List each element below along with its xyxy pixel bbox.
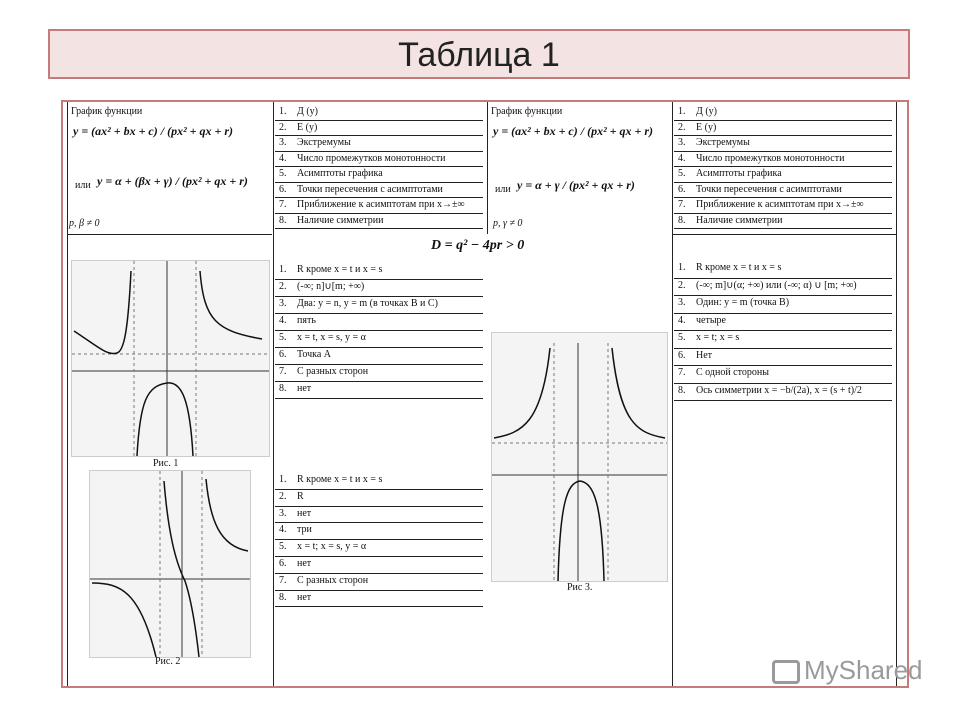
- row-divider: [674, 166, 892, 167]
- left-criterion-text: Точки пересечения с асимптотами: [297, 183, 443, 195]
- fig1-row: [279, 332, 366, 343]
- left-criterion: [279, 184, 443, 195]
- right-criterion-number: 7.: [678, 199, 686, 210]
- left-criterion-text: Число промежутков монотонности: [297, 152, 446, 164]
- left-criterion: [279, 137, 351, 148]
- row-divider: [67, 234, 272, 235]
- row-divider: [275, 606, 483, 607]
- fig3-row: [678, 280, 857, 291]
- fig2-row-number: 2.: [279, 490, 287, 502]
- fig1-row-number: 6.: [279, 349, 287, 360]
- right-criterion: [678, 106, 717, 117]
- fig2-row-number: 5.: [279, 541, 287, 553]
- fig2-row: [279, 558, 311, 569]
- right-criterion: [678, 153, 844, 164]
- left-formula-alt: y = α + (βx + γ) / (px² + qx + r): [97, 174, 248, 188]
- title-bar: [48, 29, 910, 79]
- right-criterion-text: Е (y): [696, 121, 717, 133]
- fig1-row: [279, 315, 316, 326]
- presentation-icon: [772, 660, 800, 684]
- left-criterion-text: Приближение к асимптотам при x→±∞: [297, 199, 465, 210]
- fig3-row: [678, 315, 726, 326]
- page-title: Таблица 1: [398, 36, 560, 74]
- fig2-row-text: R: [297, 490, 304, 502]
- right-criterion: [678, 215, 783, 226]
- row-divider: [672, 234, 896, 235]
- fig2-row-text: нет: [297, 558, 312, 569]
- fig3-row: [678, 350, 712, 361]
- row-divider: [275, 296, 483, 297]
- left-criterion: [279, 106, 318, 117]
- fig2-row-number: 1.: [279, 474, 287, 485]
- right-criterion-text: Точки пересечения с асимптотами: [696, 183, 842, 195]
- fig2-row-number: 3.: [279, 507, 287, 519]
- row-divider: [674, 182, 892, 183]
- fig2-row-number: 7.: [279, 574, 287, 586]
- fig1-row-text: Два: y = n, y = m (в точках B и C): [297, 298, 438, 309]
- fig2-caption: Рис. 2: [155, 656, 181, 667]
- fig3-row-text: С одной стороны: [696, 367, 769, 378]
- fig3-row-text: Один: y = m (точка B): [696, 297, 790, 308]
- row-divider: [275, 213, 483, 214]
- left-criterion: [279, 122, 317, 133]
- watermark-logo: [772, 655, 923, 686]
- row-divider: [275, 398, 483, 399]
- row-divider: [275, 120, 483, 121]
- fig1-row-text: С разных сторон: [297, 366, 369, 377]
- fig2-row: [279, 541, 366, 552]
- right-criterion: [678, 199, 864, 210]
- row-divider: [275, 197, 483, 198]
- fig2-row: [279, 575, 368, 586]
- fig3-row-text: R кроме x = t и x = s: [696, 262, 782, 273]
- fig3-row: [678, 367, 769, 378]
- fig3-caption: Рис 3.: [567, 582, 593, 593]
- fig2-graph: [89, 470, 251, 658]
- fig1-row-number: 7.: [279, 366, 287, 377]
- row-divider: [275, 135, 483, 136]
- row-divider: [674, 197, 892, 198]
- row-divider: [275, 539, 483, 540]
- fig1-caption: Рис. 1: [153, 458, 179, 469]
- row-divider: [275, 166, 483, 167]
- fig1-row-text: R кроме x = t и x = s: [297, 264, 383, 275]
- fig1-row-number: 5.: [279, 332, 287, 343]
- left-condition: p, β ≠ 0: [69, 218, 100, 229]
- right-formula-alt: y = α + γ / (px² + qx + r): [517, 178, 635, 192]
- fig1-row-text: x = t, x = s, y = α: [297, 332, 366, 343]
- fig2-row-text: x = t; x = s, y = α: [297, 541, 367, 553]
- fig1-row: [279, 298, 438, 309]
- fig2-row-text: С разных сторон: [297, 574, 369, 586]
- fig3-row-number: 3.: [678, 297, 686, 308]
- right-criterion: [678, 137, 750, 148]
- fig2-row: [279, 508, 311, 519]
- fig3-row-text: Ось симметрии x = −b/(2a), x = (s + t)/2: [696, 384, 862, 396]
- right-criterion-text: Д (y): [696, 106, 717, 117]
- row-divider: [275, 573, 483, 574]
- left-header-label: График функции: [71, 106, 143, 117]
- fig3-row-number: 1.: [678, 262, 686, 273]
- row-divider: [275, 590, 483, 591]
- right-criterion-number: 8.: [678, 214, 686, 226]
- row-divider: [275, 489, 483, 490]
- left-criterion: [279, 199, 465, 210]
- col-divider: [67, 102, 68, 686]
- left-criterion-number: 4.: [279, 152, 287, 164]
- left-criterion-number: 6.: [279, 183, 287, 195]
- table-frame: [61, 100, 909, 688]
- fig1-graph: [71, 260, 270, 457]
- discriminant-formula: D = q² − 4pr > 0: [431, 238, 525, 253]
- fig3-row-number: 8.: [678, 384, 686, 396]
- fig3-row-text: четыре: [696, 314, 726, 326]
- row-divider: [674, 400, 892, 401]
- fig1-row-text: пять: [297, 315, 316, 326]
- fig1-row: [279, 264, 382, 275]
- fig1-row-number: 2.: [279, 281, 287, 292]
- right-criterion-number: 3.: [678, 137, 686, 148]
- right-criterion-number: 6.: [678, 183, 686, 195]
- right-criterion: [678, 168, 782, 179]
- left-criterion-text: Асимптоты графика: [297, 168, 383, 179]
- right-criterion-number: 5.: [678, 168, 686, 179]
- fig2-row: [279, 474, 382, 485]
- row-divider: [275, 228, 483, 229]
- fig3-row: [678, 262, 781, 273]
- left-criterion-number: 7.: [279, 199, 287, 210]
- left-criterion-text: Е (y): [297, 121, 318, 133]
- fig1-row-text: нет: [297, 383, 312, 394]
- left-criterion-number: 5.: [279, 168, 287, 179]
- right-formula-or: или: [495, 184, 511, 195]
- row-divider: [674, 135, 892, 136]
- row-divider: [275, 522, 483, 523]
- col-divider: [672, 102, 673, 686]
- left-criterion-number: 8.: [279, 214, 287, 226]
- row-divider: [275, 151, 483, 152]
- left-criterion: [279, 215, 384, 226]
- fig3-row-number: 7.: [678, 367, 686, 378]
- fig2-row-text: три: [297, 524, 312, 536]
- fig1-row: [279, 366, 368, 377]
- row-divider: [275, 347, 483, 348]
- row-divider: [674, 213, 892, 214]
- fig2-row-text: R кроме x = t и x = s: [297, 474, 383, 485]
- fig2-row: [279, 491, 304, 502]
- fig1-row-text: Точка A: [297, 349, 331, 360]
- row-divider: [275, 313, 483, 314]
- row-divider: [674, 313, 892, 314]
- row-divider: [275, 182, 483, 183]
- fig2-row: [279, 524, 312, 535]
- fig3-row-text: (-∞; m]∪(α; +∞) или (-∞; α) ∪ [m; +∞): [696, 279, 857, 291]
- row-divider: [674, 120, 892, 121]
- row-divider: [674, 348, 892, 349]
- left-criterion-number: 3.: [279, 137, 287, 148]
- row-divider: [275, 506, 483, 507]
- left-criterion-number: 2.: [279, 121, 287, 133]
- fig3-row: [678, 385, 862, 396]
- left-criterion-text: Д (y): [297, 106, 318, 117]
- right-criterion-text: Экстремумы: [696, 137, 750, 148]
- fig2-row: [279, 592, 311, 603]
- fig1-row-number: 3.: [279, 298, 287, 309]
- row-divider: [674, 228, 892, 229]
- left-criterion-text: Наличие симметрии: [297, 214, 384, 226]
- right-criterion-text: Асимптоты графика: [696, 168, 782, 179]
- row-divider: [275, 279, 483, 280]
- right-formula-main: y = (ax² + bx + c) / (px² + qx + r): [493, 124, 654, 138]
- right-criterion-number: 2.: [678, 121, 686, 133]
- row-divider: [275, 381, 483, 382]
- fig3-row: [678, 297, 789, 308]
- right-criterion-number: 1.: [678, 106, 686, 117]
- fig3-row-number: 5.: [678, 332, 686, 343]
- fig1-row-text: (-∞; n]∪[m; +∞): [297, 281, 365, 292]
- row-divider: [674, 278, 892, 279]
- right-header-label: График функции: [491, 106, 563, 117]
- fig3-graph: [491, 332, 668, 582]
- row-divider: [275, 330, 483, 331]
- row-divider: [674, 330, 892, 331]
- fig3-row-text: Нет: [696, 349, 713, 361]
- fig3-row-number: 4.: [678, 314, 686, 326]
- col-divider: [896, 102, 897, 686]
- fig3-row: [678, 332, 739, 343]
- left-criterion-number: 1.: [279, 106, 287, 117]
- right-criterion: [678, 184, 842, 195]
- left-criterion-text: Экстремумы: [297, 137, 351, 148]
- fig3-row-number: 6.: [678, 349, 686, 361]
- col-divider: [273, 102, 274, 686]
- col-divider: [487, 102, 488, 234]
- watermark-text: MyShared: [804, 655, 923, 685]
- fig1-row: [279, 281, 364, 292]
- fig3-row-number: 2.: [678, 279, 686, 291]
- right-criterion-text: Наличие симметрии: [696, 214, 783, 226]
- row-divider: [674, 151, 892, 152]
- left-formula-or: или: [75, 180, 91, 191]
- right-condition: p, γ ≠ 0: [493, 218, 523, 229]
- fig1-row-number: 1.: [279, 264, 287, 275]
- fig2-row-number: 6.: [279, 558, 287, 569]
- row-divider: [275, 556, 483, 557]
- left-criterion: [279, 168, 383, 179]
- row-divider: [674, 295, 892, 296]
- left-criterion: [279, 153, 445, 164]
- fig2-row-text: нет: [297, 591, 312, 603]
- row-divider: [674, 383, 892, 384]
- row-divider: [674, 365, 892, 366]
- fig2-row-number: 8.: [279, 591, 287, 603]
- row-divider: [275, 364, 483, 365]
- fig2-row-text: нет: [297, 507, 312, 519]
- fig1-row: [279, 383, 311, 394]
- fig2-row-number: 4.: [279, 524, 287, 536]
- right-criterion-text: Число промежутков монотонности: [696, 152, 845, 164]
- left-formula-main: y = (ax² + bx + c) / (px² + qx + r): [73, 124, 234, 138]
- fig1-row-number: 8.: [279, 383, 287, 394]
- fig1-row: [279, 349, 331, 360]
- right-criterion-number: 4.: [678, 152, 686, 164]
- right-criterion: [678, 122, 716, 133]
- fig3-row-text: x = t; x = s: [696, 332, 740, 343]
- right-criterion-text: Приближение к асимптотам при x→±∞: [696, 199, 864, 210]
- fig1-row-number: 4.: [279, 315, 287, 326]
